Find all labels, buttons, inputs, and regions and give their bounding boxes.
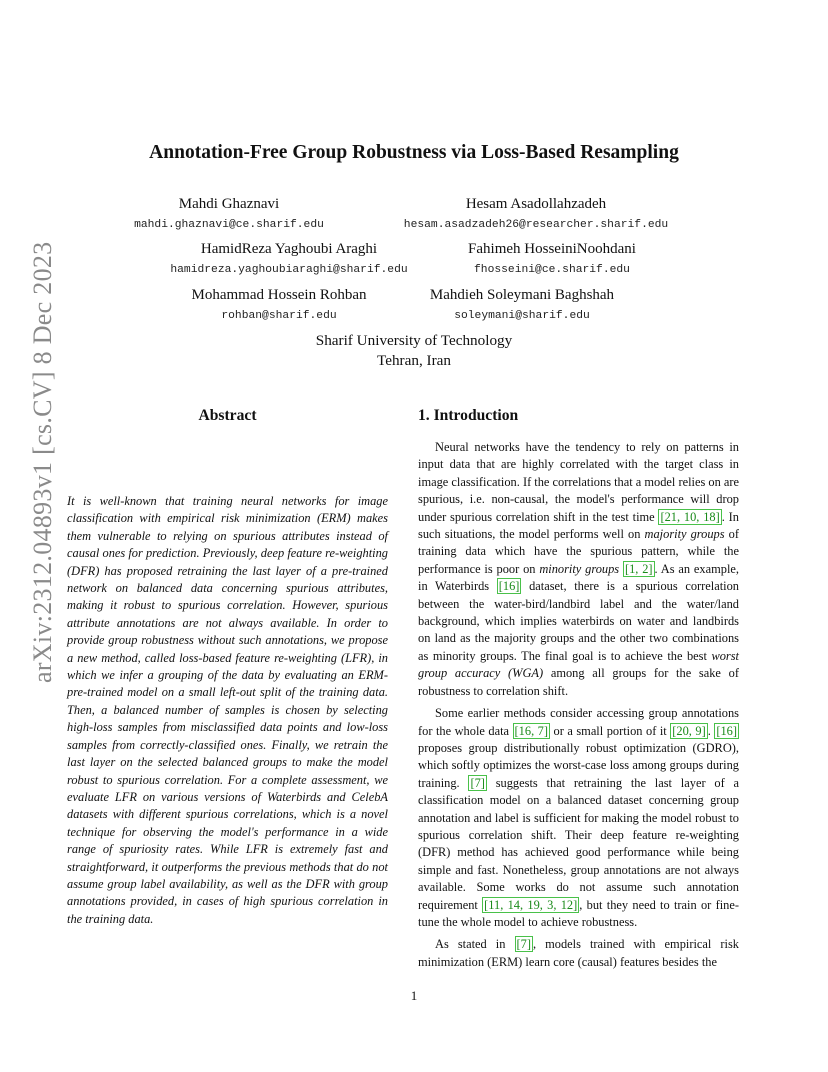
author-name: Fahimeh HosseiniNoohdani [468,241,636,257]
affiliation-location: Tehran, Iran [377,352,451,369]
citation-link[interactable]: [16] [498,579,520,594]
citation-link[interactable]: [7] [470,775,485,790]
citation-link[interactable]: [16, 7] [514,723,548,738]
intro-heading: 1. Introduction [418,407,519,424]
author-name: Mohammad Hossein Rohban [191,287,367,303]
abstract-body: It is well-known that training neural networks for image classification with empirical risk minimization (ERM) makes them vulnerable to relying on spurious attributes instead of causal ones for prediction. Previously, deep feature re-weighting (DFR) has proposed retraining the last layer of a pre-trained network on balanced data concerning spurious attributes, making it robust to spurious correlation. However, spurious attribute annotations are not always available. In order to provide group robustness without such annotations, we propose a new method, called loss-based feature re-weighting (LFR), in which we infer a grouping of the data by evaluating an ERM-pre-trained model on a small left-out split of the training data. Then, a balanced number of samples is chosen by selecting high-loss samples from misclassified data points and low-loss samples from correctly-classified ones. Finally, we retrain the last layer on the selected balanced groups to make the model robust to spurious correlation. For a complete assessment, we evaluate LFR on various versions of Waterbirds and CelebA datasets with different spurious correlations, which is a novel technique for observing the model's performance in a wide range of spuriosity rates. While LFR is extremely fast and straightforward, it outperforms the previous methods that do not assume group label availability, as well as the DFR with group annotations provided, in cases of high spurious correlation in the training data. [67,494,388,926]
page-number: 1 [410,988,418,1003]
author-email: hamidreza.yaghoubiaraghi@sharif.edu [170,264,408,276]
citation-link[interactable]: [21, 10, 18] [660,509,720,524]
author-name: HamidReza Yaghoubi Araghi [200,241,378,257]
author-name: Hesam Asadollahzadeh [465,196,607,212]
citation-link[interactable]: [20, 9] [672,723,706,738]
citation-link[interactable]: [11, 14, 19, 3, 12] [484,897,578,912]
intro-paragraph-1: Neural networks have the tendency to rely on patterns in input data that are highly correlated with the target class in image classification. If the correlations that a model relies on are spurious, i.e. non-causal, the model's performance will drop under spurious correlation shift in the test time [21, 10, 18] . In such situations, the model performs well on majority groups of training data which have the spurious pattern, while the performance is poor on minority groups [1, 2] . As an example, in Waterbirds [16] dataset, there is a spurious correlation between the water-bird/landbird label and the water/land background, which implies waterbirds on water and landbirds on land as the majority groups and the other two combinations as minority groups. The final goal is to achieve the best worst group accuracy (WGA) among all groups for the sake of robustness to correlation shift. [418,440,739,698]
intro-paragraph-2: Some earlier methods consider accessing group annotations for the whole data [16, 7] or a small portion of it [20, 9] . [16] proposes group distributionally robust optimization (GDRO), which softly optimizes the worst-case loss among groups during training. [7] suggests that retraining the last layer of a classification model on a balanced dataset concerning group annotation and label is sufficient for making the model robust to spurious correlation shift. Their deep feature re-weighting (DFR) method has achieved good performance while being simple and fast. Nonetheless, group annotations are not always available. Some works do not assume such annotation requirement [11, 14, 19, 3, 12] , but they need to train or fine-tune the whole model to achieve robustness. [418,706,739,929]
abstract-heading: Abstract [198,407,257,424]
citation-link[interactable]: [16] [716,723,737,738]
author-name: Mahdi Ghaznavi [178,196,280,212]
author-email: hesam.asadzadeh26@researcher.sharif.edu [403,219,669,231]
author-name: Mahdieh Soleymani Baghshah [429,287,615,303]
paper-title: Annotation-Free Group Robustness via Loss-Based Resampling [149,142,679,163]
citation-link[interactable]: [1, 2] [624,561,653,576]
author-email: rohban@sharif.edu [221,310,337,322]
arxiv-stamp: arXiv:2312.04893v1 [cs.CV] 8 Dec 2023 [28,241,57,683]
intro-body [418,439,739,971]
citation-link[interactable]: [7] [516,937,531,952]
author-email: mahdi.ghaznavi@ce.sharif.edu [134,219,324,231]
author-email: soleymani@sharif.edu [454,310,590,322]
affiliation-university: Sharif University of Technology [315,332,513,349]
intro-paragraph-3: As stated in [7] , models trained with empirical risk minimization (ERM) learn core (causal) features besides the [418,937,739,969]
author-email: fhosseini@ce.sharif.edu [474,264,630,276]
